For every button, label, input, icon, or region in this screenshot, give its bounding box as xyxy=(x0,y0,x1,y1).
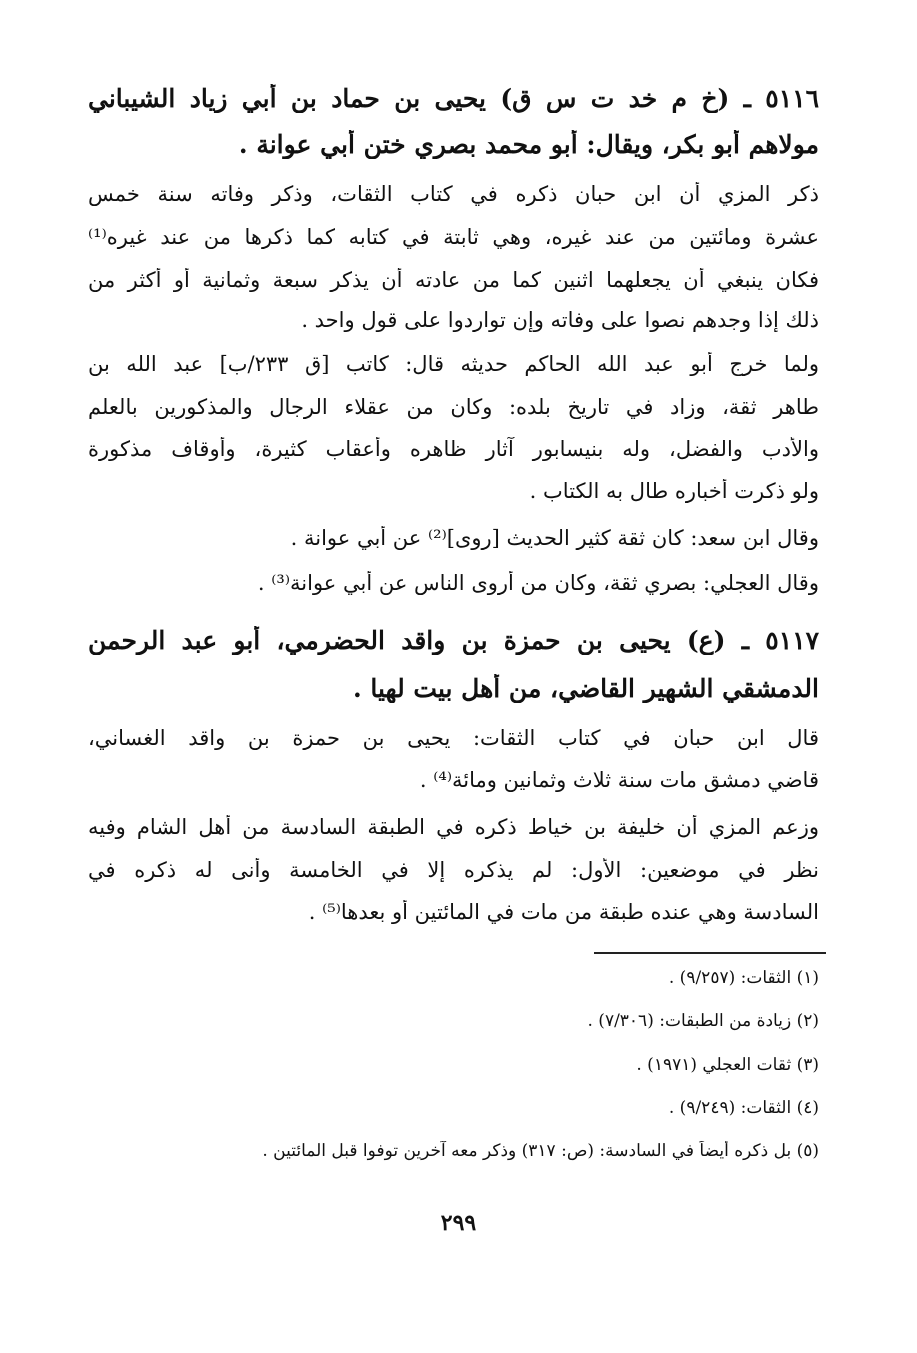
paragraph-line: عشرة ومائتين من عند غيره، وهي ثابتة في كتابه كما ذكرها من عند غيره⁽¹⁾ xyxy=(88,225,819,249)
paragraph-line: ذكر المزي أن ابن حبان ذكره في كتاب الثقات، وذكر وفاته سنة خمس xyxy=(88,182,819,206)
paragraph-line: وقال ابن سعد: كان ثقة كثير الحديث [روى]⁽²⁾ عن أبي عوانة . xyxy=(290,526,819,550)
footnote: (٤) الثقات: (٩/٢٤٩) . xyxy=(668,1098,819,1118)
entry-heading: مولاهم أبو بكر، ويقال: أبو محمد بصري ختن أبي عوانة . xyxy=(238,130,819,159)
footnote: (٣) ثقات العجلي (١٩٧١) . xyxy=(636,1055,819,1075)
paragraph-line: ذلك إذا وجدهم نصوا على وفاته وإن تواردوا على قول واحد . xyxy=(301,308,819,332)
paragraph-line: السادسة وهي عنده طبقة من مات في المائتين أو بعدها⁽⁵⁾ . xyxy=(308,900,819,924)
footnote: (٥) بل ذكره أيضاً في السادسة: (ص: ٣١٧) وذكر معه آخرين توفوا قبل المائتين . xyxy=(262,1141,819,1161)
entry-heading: ٥١١٧ ـ (ع) يحيى بن حمزة بن واقد الحضرمي، أبو عبد الرحمن xyxy=(88,626,819,655)
paragraph-line: قاضي دمشق مات سنة ثلاث وثمانين ومائة⁽⁴⁾ . xyxy=(419,768,819,792)
page-number: ٢٩٩ xyxy=(440,1210,477,1236)
paragraph-line: نظر في موضعين: الأول: لم يذكره إلا في الخامسة وأنى له ذكره في xyxy=(88,858,819,882)
entry-heading: ٥١١٦ ـ (خ م خد ت س ق) يحيى بن حماد بن أبي زياد الشيباني xyxy=(88,84,819,113)
paragraph-line: وزعم المزي أن خليفة بن خياط ذكره في الطبقة السادسة من أهل الشام وفيه xyxy=(88,815,819,839)
paragraph-line: وقال العجلي: بصري ثقة، وكان من أروى الناس عن أبي عوانة⁽³⁾ . xyxy=(257,571,819,595)
paragraph-line: فكان ينبغي أن يجعلهما اثنين كما من عادته أن يذكر سبعة وثمانية أو أكثر من xyxy=(88,268,819,292)
footnote-separator xyxy=(594,952,826,954)
paragraph-line: ولما خرج أبو عبد الله الحاكم حديثه قال: كاتب [ق ٢٣٣/ب] عبد الله بن xyxy=(88,352,819,376)
footnote: (١) الثقات: (٩/٢٥٧) . xyxy=(668,968,819,988)
entry-heading: الدمشقي الشهير القاضي، من أهل بيت لهيا . xyxy=(352,674,819,703)
footnote: (٢) زيادة من الطبقات: (٧/٣٠٦) . xyxy=(587,1011,819,1031)
paragraph-line: طاهر ثقة، وزاد في تاريخ بلده: وكان من عقلاء الرجال والمذكورين بالعلم xyxy=(88,395,819,419)
paragraph-line: ولو ذكرت أخباره طال به الكتاب . xyxy=(529,479,819,503)
paragraph-line: والأدب والفضل، وله بنيسابور آثار ظاهره وأعقاب كثيرة، وأوقاف مذكورة xyxy=(88,437,819,461)
paragraph-line: قال ابن حبان في كتاب الثقات: يحيى بن حمزة بن واقد الغساني، xyxy=(88,726,819,750)
